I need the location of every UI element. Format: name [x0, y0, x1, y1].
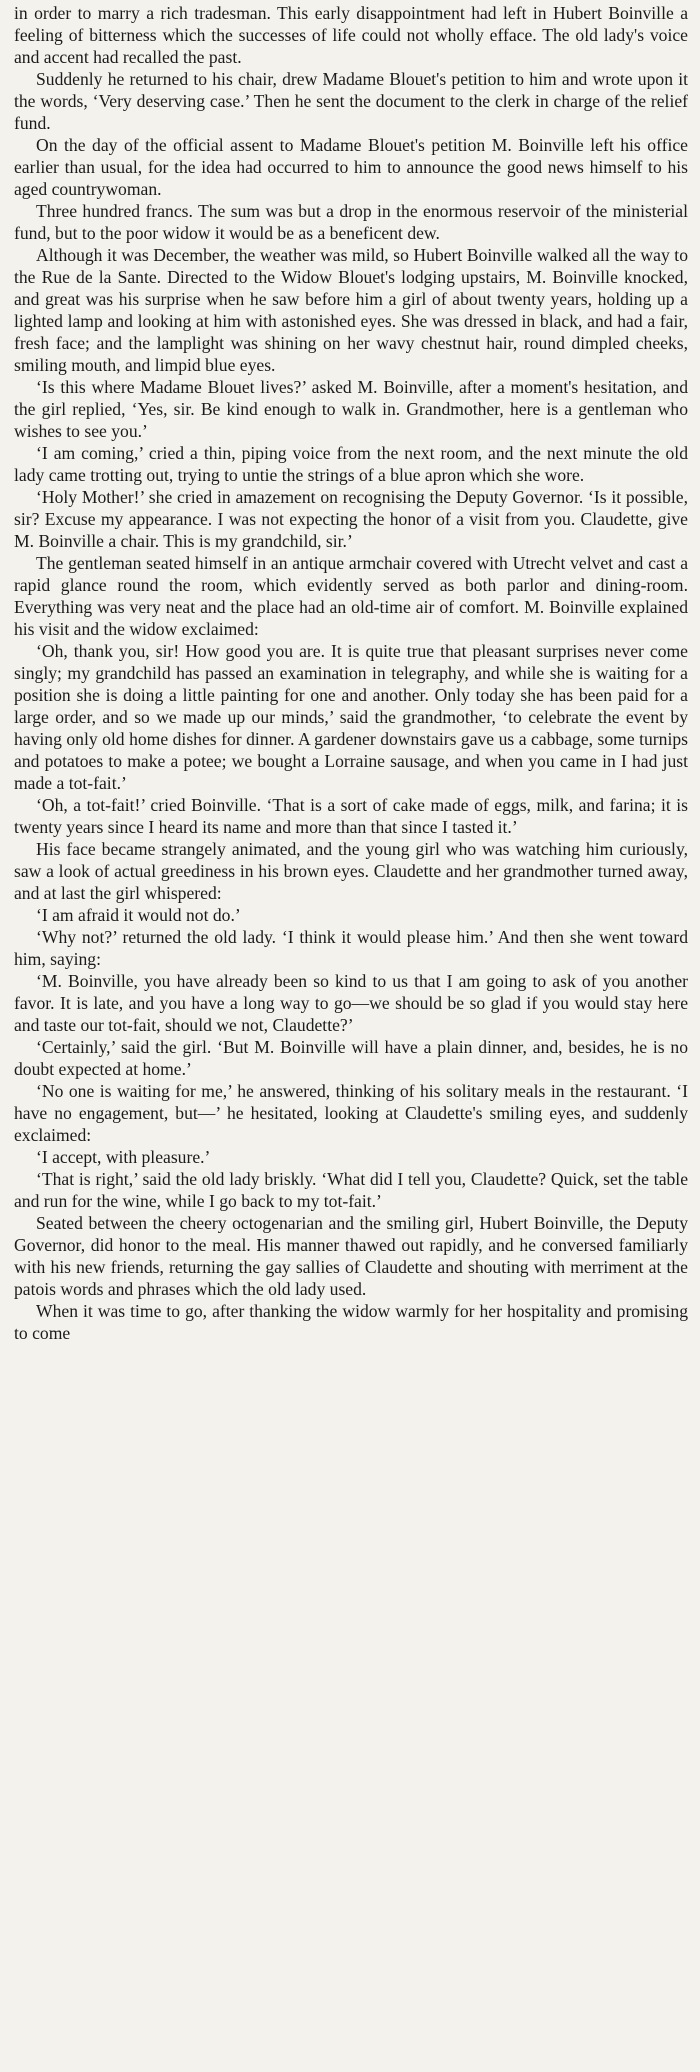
paragraph-7: ‘I am coming,’ cried a thin, piping voice from the next room, and the next minute the old lady came trotting out, trying to untie the strings of a blue apron which she wore.	[14, 443, 688, 485]
paragraph-2: Suddenly he returned to his chair, drew Madame Blouet's petition to him and wrote upon it the words, ‘Very deserving case.’ Then he sent the document to the clerk in charge of the relief fund.	[14, 69, 688, 133]
paragraph-16: ‘Certainly,’ said the girl. ‘But M. Boinville will have a plain dinner, and, besides, he is no doubt expected at home.’	[14, 1037, 688, 1079]
paragraph-12: His face became strangely animated, and the young girl who was watching him curiously, saw a look of actual greediness in his brown eyes. Claudette and her grandmother turned away, and at last the girl whispered:	[14, 839, 688, 903]
paragraph-19: ‘That is right,’ said the old lady briskly. ‘What did I tell you, Claudette? Quick, set the table and run for the wine, while I go back to my tot-fait.’	[14, 1169, 688, 1211]
paragraph-1: in order to marry a rich tradesman. This early disappointment had left in Hubert Boinville a feeling of bitterness which the successes of life could not wholly efface. The old lady's voice and accent had recalled the past.	[14, 3, 688, 67]
paragraph-11: ‘Oh, a tot-fait!’ cried Boinville. ‘That is a sort of cake made of eggs, milk, and farina; it is twenty years since I heard its name and more than that since I tasted it.’	[14, 795, 688, 837]
paragraph-9: The gentleman seated himself in an antique armchair covered with Utrecht velvet and cast a rapid glance round the room, which evidently served as both parlor and dining-room. Everything was very neat and the place had an old-time air of comfort. M. Boinville explained his visit and the widow exclaimed:	[14, 553, 688, 639]
paragraph-14: ‘Why not?’ returned the old lady. ‘I think it would please him.’ And then she went toward him, saying:	[14, 927, 688, 969]
paragraph-18: ‘I accept, with pleasure.’	[36, 1147, 211, 1167]
paragraph-21: When it was time to go, after thanking the widow warmly for her hospitality and promising to come	[14, 1301, 688, 1343]
paragraph-5: Although it was December, the weather was mild, so Hubert Boinville walked all the way to the Rue de la Sante. Directed to the Widow Blouet's lodging upstairs, M. Boinville knocked, and great was his surprise when he saw before him a girl of about twenty years, holding up a lighted lamp and looking at him with astonished eyes. She was dressed in black, and had a fair, fresh face; and the lamplight was shining on her wavy chestnut hair, round dimpled cheeks, smiling mouth, and limpid blue eyes.	[14, 245, 688, 375]
paragraph-15: ‘M. Boinville, you have already been so kind to us that I am going to ask of you another favor. It is late, and you have a long way to go—we should be so glad if you would stay here and taste our tot-fait, should we not, Claudette?’	[14, 971, 688, 1035]
paragraph-8: ‘Holy Mother!’ she cried in amazement on recognising the Deputy Governor. ‘Is it possible, sir? Excuse my appearance. I was not expecting the honor of a visit from you. Claudette, give M. Boinville a chair. This is my grandchild, sir.’	[14, 487, 688, 551]
paragraph-20: Seated between the cheery octogenarian and the smiling girl, Hubert Boinville, the Deputy Governor, did honor to the meal. His manner thawed out rapidly, and he conversed familiarly with his new friends, returning the gay sallies of Claudette and shouting with merriment at the patois words and phrases which the old lady used.	[14, 1213, 688, 1299]
paragraph-10: ‘Oh, thank you, sir! How good you are. It is quite true that pleasant surprises never come singly; my grandchild has passed an examination in telegraphy, and while she is waiting for a position she is doing a little painting for one and another. Only today she has been paid for a large order, and so we made up our minds,’ said the grandmother, ‘to celebrate the event by having only old home dishes for dinner. A gardener downstairs gave us a cabbage, some turnips and potatoes to make a potee; we bought a Lorraine sausage, and when you came in I had just made a tot-fait.’	[14, 641, 688, 793]
paragraph-3: On the day of the official assent to Madame Blouet's petition M. Boinville left his office earlier than usual, for the idea had occurred to him to announce the good news himself to his aged countrywoman.	[14, 135, 688, 199]
paragraph-6: ‘Is this where Madame Blouet lives?’ asked M. Boinville, after a moment's hesitation, and the girl replied, ‘Yes, sir. Be kind enough to walk in. Grandmother, here is a gentleman who wishes to see you.’	[14, 377, 688, 441]
paragraph-13: ‘I am afraid it would not do.’	[36, 905, 241, 925]
paragraph-4: Three hundred francs. The sum was but a drop in the enormous reservoir of the ministerial fund, but to the poor widow it would be as a beneficent dew.	[14, 201, 688, 243]
paragraph-17: ‘No one is waiting for me,’ he answered, thinking of his solitary meals in the restaurant. ‘I have no engagement, but—’ he hesitated, looking at Claudette's smiling eyes, and suddenly exclaimed:	[14, 1081, 688, 1145]
